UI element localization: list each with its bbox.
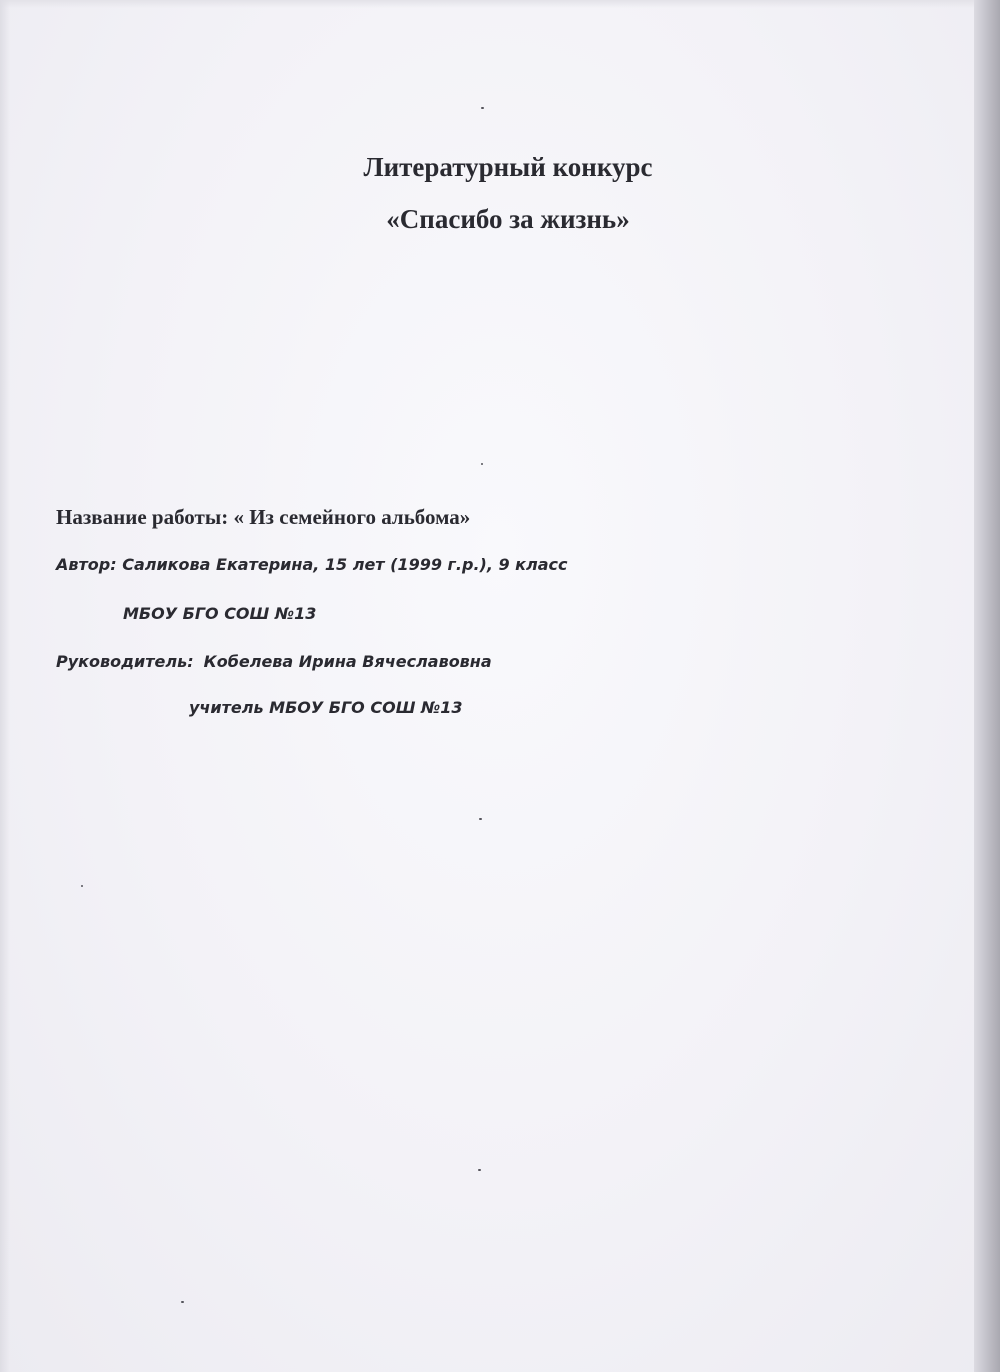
- contest-subtitle: «Спасибо за жизнь»: [386, 204, 630, 234]
- leader-line: [56, 652, 492, 671]
- author-school: МБОУ БГО СОШ №13: [123, 604, 317, 623]
- scan-shadow-top: [0, 0, 1000, 8]
- scan-speck: [481, 463, 483, 465]
- leader-position: учитель МБОУ БГО СОШ №13: [189, 698, 463, 717]
- scan-speck: [81, 885, 83, 887]
- contest-title: Литературный конкурс: [363, 152, 653, 182]
- author-line: Автор: Саликова Екатерина, 15 лет (1999 г.р.), 9 класс: [56, 555, 568, 574]
- scan-speck: [481, 107, 484, 109]
- scan-speck: [479, 818, 482, 820]
- work-title: Название работы: « Из семейного альбома»: [56, 505, 471, 529]
- leader-name: Кобелева Ирина Вячеславовна: [203, 652, 492, 671]
- leader-label: Руководитель:: [56, 652, 194, 671]
- scan-speck: [181, 1301, 184, 1303]
- scan-speck: [478, 1169, 481, 1171]
